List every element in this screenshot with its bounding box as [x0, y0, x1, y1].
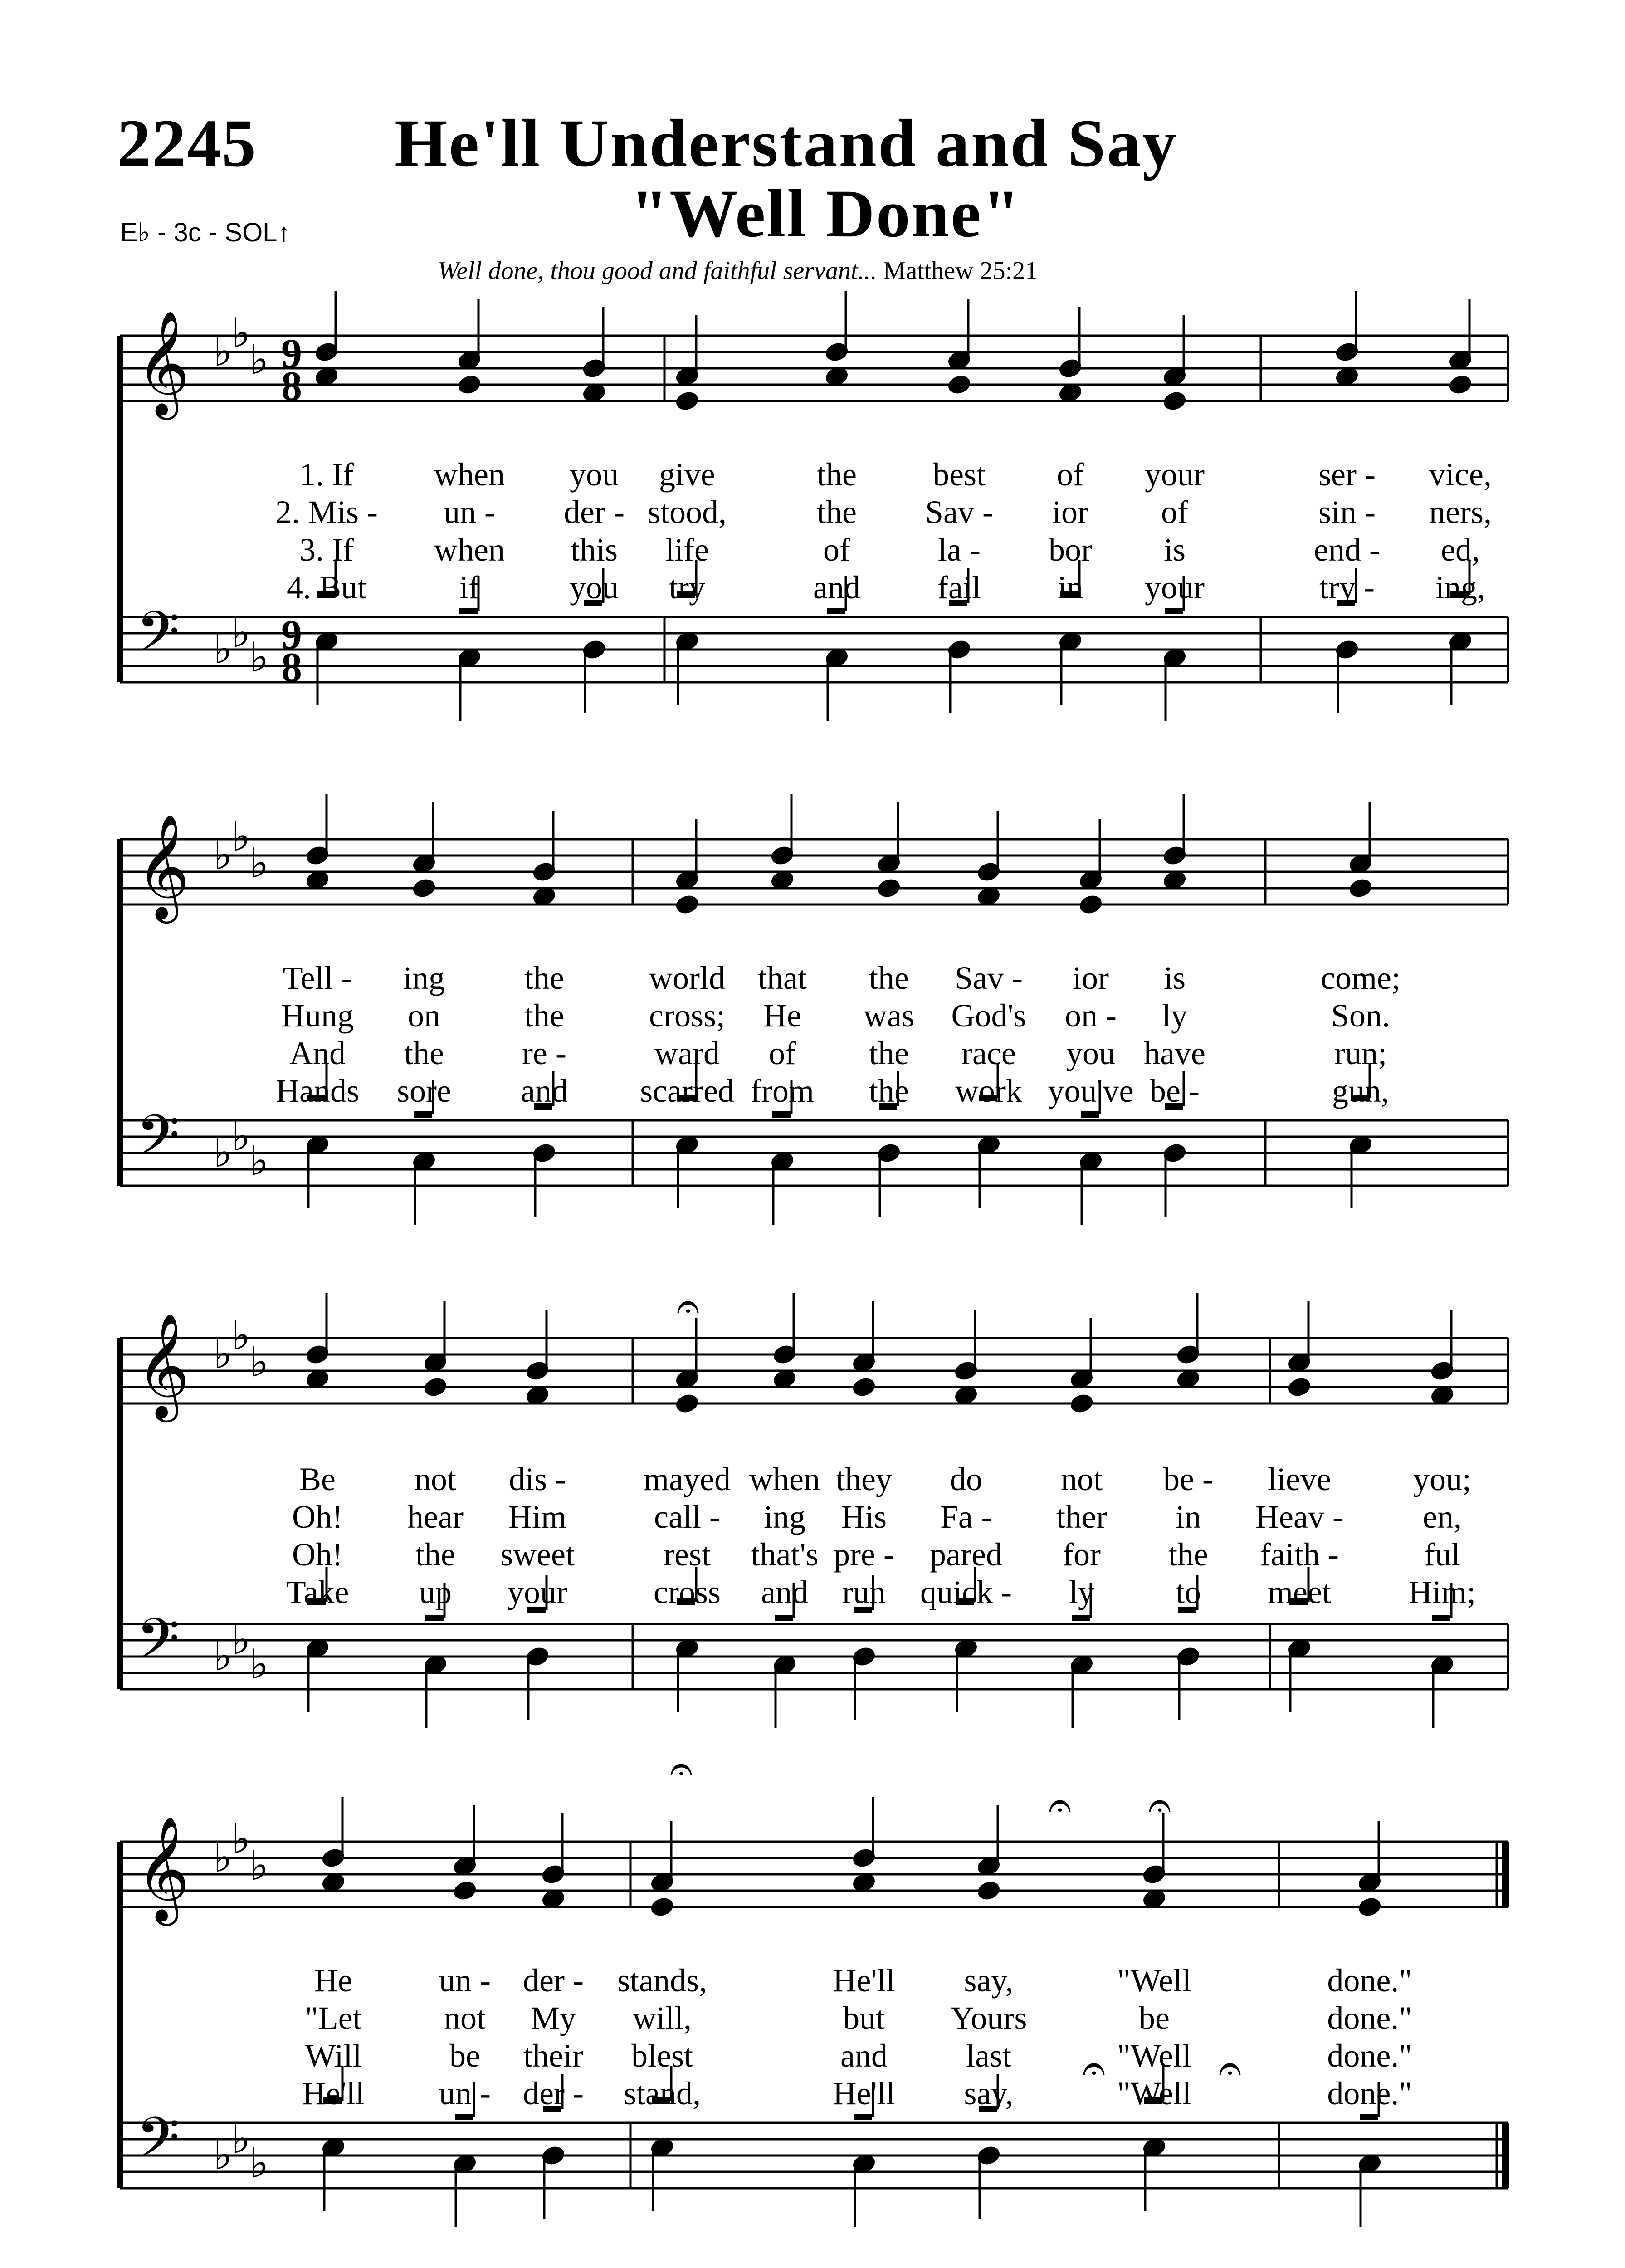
lyric-syllable: be [1139, 2000, 1170, 2036]
lyric-syllable: you've [1048, 1073, 1134, 1109]
system-1-bass-upper-note-head [827, 608, 845, 614]
lyric-syllable: come; [1321, 960, 1401, 996]
system-2-key-signature-flat-icon: ♭ [249, 840, 269, 887]
lyric-syllable: quick - [920, 1574, 1012, 1610]
lyric-syllable: ing, [1435, 569, 1486, 606]
lyric-syllable: say, [964, 1962, 1014, 1999]
system-1-key-signature-flat-icon: ♭ [249, 634, 269, 681]
lyric-syllable: be [449, 2038, 480, 2074]
lyric-syllable: done." [1327, 2000, 1412, 2036]
system-1-bass-upper-note-head [459, 608, 478, 614]
lyric-syllable: un - [439, 2075, 491, 2112]
lyric-syllable: run; [1334, 1035, 1387, 1071]
lyric-syllable: stand, [624, 2075, 701, 2112]
system-2-bass-upper-note-head [772, 1111, 791, 1118]
lyric-syllable: 2. Mis - [275, 494, 378, 530]
lyric-syllable: will, [632, 2000, 692, 2036]
lyric-syllable: He'll [833, 2075, 895, 2112]
system-2-bass-clef-icon: 𝄢 [136, 1103, 180, 1182]
system-3-bass-upper-note-head [1072, 1615, 1090, 1621]
lyric-syllable: on [408, 997, 440, 1034]
lyric-syllable: ser - [1318, 456, 1376, 493]
lyric-syllable: ward [654, 1035, 720, 1071]
lyric-syllable: the [1168, 1536, 1208, 1573]
fermata-icon: 𝄐 [1148, 1781, 1171, 1829]
lyric-syllable: scarred [640, 1073, 734, 1109]
system-3-key-signature-flat-icon: ♭ [249, 1641, 269, 1688]
lyric-syllable: this [570, 532, 618, 568]
lyric-syllable: ly [1161, 997, 1188, 1034]
lyric-syllable: He [314, 1962, 352, 1999]
lyric-syllable: the [524, 960, 564, 996]
system-4-bass-upper-note-head [854, 2114, 872, 2120]
system-3-key-signature-flat-icon: ♭ [249, 1339, 269, 1386]
lyric-syllable: the [415, 1536, 455, 1573]
lyric-syllable: the [817, 456, 857, 493]
lyric-syllable: "Well [1117, 2075, 1191, 2112]
lyric-syllable: of [769, 1035, 796, 1071]
lyric-syllable: on - [1065, 997, 1117, 1034]
lyric-syllable: ners, [1429, 494, 1492, 530]
lyric-syllable: you [570, 456, 619, 493]
hymn-title-line-1: He'll Understand and Say [395, 106, 1178, 181]
system-1-treble-clef-icon: 𝄞 [136, 310, 190, 415]
system-4-treble-note-head [977, 1880, 1000, 1901]
fermata-icon: 𝄐 [677, 1282, 700, 1330]
lyric-syllable: dis - [509, 1461, 566, 1497]
lyric-syllable: was [864, 997, 914, 1034]
system-4-key-signature-flat-icon: ♭ [249, 1842, 269, 1890]
lyric-syllable: Will [305, 2038, 362, 2074]
lyric-syllable: gun, [1332, 1073, 1389, 1109]
system-2-treble-note-head [877, 878, 901, 898]
lyric-syllable: Hands [276, 1073, 359, 1109]
system-3-key-signature-flat-icon: ♭ [213, 1633, 233, 1680]
lyric-syllable: when [434, 456, 505, 493]
lyric-syllable: My [530, 2000, 576, 2036]
lyric-syllable: un - [444, 494, 495, 530]
lyric-syllable: ed, [1441, 532, 1480, 568]
lyric-syllable: faith - [1260, 1536, 1339, 1573]
system-1-time-signature-top: 9 [281, 330, 302, 376]
lyric-syllable: your [508, 1574, 567, 1610]
lyric-syllable: And [289, 1035, 346, 1071]
lyric-syllable: fail [937, 569, 981, 606]
system-2-key-signature-flat-icon: ♭ [213, 831, 233, 879]
lyric-syllable: Be [299, 1461, 336, 1497]
lyric-syllable: the [869, 960, 909, 996]
system-4-key-signature-flat-icon: ♭ [249, 2140, 269, 2187]
lyric-syllable: done." [1327, 1962, 1412, 1999]
fermata-icon: 𝄐 [1219, 2044, 1242, 2092]
hymn-number: 2245 [117, 106, 257, 181]
system-2-key-signature-flat-icon: ♭ [231, 1113, 251, 1160]
system-2-bass-upper-note-head [1081, 1111, 1099, 1118]
lyric-syllable: in [1175, 1499, 1201, 1535]
lyric-syllable: la - [938, 532, 981, 568]
lyric-syllable: done." [1327, 2038, 1412, 2074]
lyric-syllable: the [869, 1035, 909, 1071]
system-4-bass-clef-icon: 𝄢 [136, 2106, 180, 2185]
lyric-syllable: do [950, 1461, 982, 1497]
lyric-syllable: hear [407, 1499, 464, 1535]
lyric-syllable: have [1144, 1035, 1205, 1071]
lyric-syllable: God's [951, 997, 1026, 1034]
system-3-key-signature-flat-icon: ♭ [231, 1312, 251, 1359]
lyric-syllable: not [444, 2000, 486, 2036]
lyric-syllable: of [1161, 494, 1188, 530]
lyric-syllable: ing [763, 1499, 806, 1535]
lyric-syllable: be - [1150, 1073, 1200, 1109]
lyric-syllable: Heav - [1255, 1499, 1343, 1535]
system-2-treble-note-head [1349, 878, 1372, 898]
lyric-syllable: of [1057, 456, 1084, 493]
system-3-bass-upper-note-head [425, 1615, 444, 1621]
lyric-syllable: if [459, 569, 479, 606]
system-2-key-signature-flat-icon: ♭ [231, 813, 251, 860]
system-3-bass-upper-note-head [1432, 1615, 1450, 1621]
lyric-syllable: the [817, 494, 857, 530]
lyric-syllable: give [659, 456, 715, 493]
lyric-syllable: say, [964, 2075, 1014, 2112]
lyric-syllable: He [763, 997, 801, 1034]
hymn-title-line-2: "Well Done" [630, 176, 1022, 251]
system-4-bass-upper-note-head [455, 2114, 473, 2120]
lyric-syllable: up [419, 1574, 452, 1610]
lyric-syllable: pared [930, 1536, 1002, 1573]
lyric-syllable: der - [564, 494, 625, 530]
lyric-syllable: best [933, 456, 986, 493]
fermata-icon: 𝄐 [670, 1745, 693, 1793]
lyric-syllable: and [521, 1073, 568, 1109]
lyric-syllable: you; [1413, 1461, 1472, 1497]
lyric-syllable: 3. If [299, 532, 354, 568]
system-1-treble-note-head [1163, 391, 1186, 411]
lyric-syllable: bor [1049, 532, 1092, 568]
lyric-syllable: der - [523, 1962, 584, 1999]
lyric-syllable: Tell - [283, 960, 352, 996]
key-info: E♭ - 3c - SOL↑ [120, 218, 291, 247]
system-4-key-signature-flat-icon: ♭ [213, 1834, 233, 1882]
lyric-syllable: en, [1423, 1499, 1462, 1535]
lyric-syllable: stood, [647, 494, 727, 530]
system-4-treble-note-head [650, 1897, 674, 1917]
lyric-syllable: He'll [833, 1962, 895, 1999]
lyric-syllable: lieve [1268, 1461, 1331, 1497]
system-1-key-signature-flat-icon: ♭ [231, 309, 251, 357]
lyric-syllable: life [665, 532, 709, 568]
lyric-syllable: 1. If [299, 456, 354, 493]
lyric-syllable: world [649, 960, 725, 996]
system-4-bass-upper-note-head [1360, 2114, 1378, 2120]
lyric-syllable: the [524, 997, 564, 1034]
lyric-syllable: you [1066, 1035, 1115, 1071]
lyric-syllable: your [1145, 569, 1205, 606]
lyric-syllable: but [843, 2000, 885, 2036]
system-1-bass-upper-note-head [1165, 608, 1183, 614]
system-4-key-signature-flat-icon: ♭ [231, 1815, 251, 1863]
lyric-syllable: call - [654, 1499, 720, 1535]
system-3-treble-note-head [852, 1377, 876, 1397]
lyric-syllable: cross; [649, 997, 725, 1034]
lyric-syllable: Oh! [292, 1536, 343, 1573]
lyric-syllable: they [836, 1461, 892, 1497]
system-4-treble-note-head [453, 1880, 477, 1901]
system-2-key-signature-flat-icon: ♭ [213, 1129, 233, 1177]
lyric-syllable: ly [1069, 1574, 1095, 1610]
lyric-syllable: der - [523, 2075, 584, 2112]
lyric-syllable: not [1060, 1461, 1103, 1497]
system-2-treble-note-head [675, 894, 699, 914]
lyric-syllable: cross [654, 1574, 721, 1610]
system-1-treble-note-head [1449, 374, 1472, 395]
system-1-key-signature-flat-icon: ♭ [249, 336, 269, 384]
lyric-syllable: rest [664, 1536, 711, 1573]
lyric-syllable: Him; [1408, 1574, 1476, 1610]
system-2-bass-upper-note-head [414, 1111, 432, 1118]
system-1-treble-note-head [675, 391, 699, 411]
lyric-syllable: sweet [500, 1536, 575, 1573]
system-4-treble-note-head [1358, 1897, 1381, 1917]
lyric-syllable: mayed [644, 1461, 731, 1497]
lyric-syllable: Oh! [292, 1499, 343, 1535]
system-1-treble-note-head [947, 374, 971, 395]
fermata-icon: 𝄐 [1049, 1781, 1072, 1829]
system-1-time-signature-bottom: 8 [281, 644, 302, 690]
lyric-syllable: in [1057, 569, 1083, 606]
fermata-icon: 𝄐 [1083, 2044, 1106, 2092]
system-3-treble-note-head [1288, 1377, 1311, 1397]
lyric-syllable: Son. [1331, 997, 1391, 1034]
lyric-syllable: try - [1319, 569, 1375, 606]
lyric-syllable: meet [1268, 1574, 1331, 1610]
lyric-syllable: un - [439, 1962, 491, 1999]
lyric-syllable: Sav - [955, 960, 1023, 996]
lyric-syllable: work [955, 1073, 1022, 1109]
lyric-syllable: try [669, 569, 705, 606]
lyric-syllable: 4. But [286, 569, 367, 606]
lyric-syllable: when [749, 1461, 820, 1497]
lyric-syllable: ing [403, 960, 445, 996]
lyric-syllable: Fa - [940, 1499, 992, 1535]
system-1-key-signature-flat-icon: ♭ [213, 328, 233, 376]
lyric-syllable: the [869, 1073, 909, 1109]
lyric-syllable: "Well [1117, 1962, 1191, 1999]
lyric-syllable: "Let [305, 2000, 362, 2036]
lyric-syllable: re - [522, 1035, 566, 1071]
lyric-syllable: Take [286, 1574, 349, 1610]
system-3-treble-note-head [424, 1377, 447, 1397]
lyric-syllable: that's [751, 1536, 819, 1573]
lyric-syllable: and [813, 569, 860, 606]
system-1-key-signature-flat-icon: ♭ [213, 626, 233, 673]
system-1-key-signature-flat-icon: ♭ [231, 609, 251, 657]
lyric-syllable: that [758, 960, 807, 996]
lyric-syllable: the [404, 1035, 444, 1071]
system-3-treble-note-head [675, 1393, 699, 1413]
lyric-syllable: to [1175, 1574, 1201, 1610]
system-1-time-signature-bottom: 8 [281, 363, 302, 409]
lyric-syllable: you [570, 569, 619, 606]
system-3-bass-upper-note-head [775, 1615, 793, 1621]
lyric-syllable: ior [1073, 960, 1109, 996]
lyric-syllable: when [434, 532, 505, 568]
lyric-syllable: stands, [617, 1962, 707, 1999]
system-2-treble-note-head [412, 878, 436, 898]
lyric-syllable: ior [1052, 494, 1088, 530]
system-1-bass-clef-icon: 𝄢 [136, 600, 180, 679]
lyric-syllable: ful [1424, 1536, 1460, 1573]
lyric-syllable: Yours [950, 2000, 1027, 2036]
lyric-syllable: not [414, 1461, 457, 1497]
lyric-syllable: ther [1056, 1499, 1107, 1535]
system-3-treble-note-head [1070, 1393, 1093, 1413]
system-4-treble-clef-icon: 𝄞 [136, 1816, 190, 1921]
lyric-syllable: He'll [302, 2075, 365, 2112]
system-3-key-signature-flat-icon: ♭ [231, 1616, 251, 1664]
lyric-syllable: Him [508, 1499, 567, 1535]
lyric-syllable: their [523, 2038, 583, 2074]
system-1-time-signature-top: 9 [281, 611, 302, 658]
lyric-syllable: His [841, 1499, 887, 1535]
lyric-syllable: from [751, 1073, 814, 1109]
lyric-syllable: be - [1163, 1461, 1213, 1497]
system-1-treble-note-head [458, 374, 481, 395]
lyric-syllable: sin - [1318, 494, 1376, 530]
system-3-treble-clef-icon: 𝄞 [136, 1312, 190, 1418]
system-4-key-signature-flat-icon: ♭ [231, 2115, 251, 2163]
lyric-syllable: your [1145, 456, 1205, 493]
system-4-key-signature-flat-icon: ♭ [213, 2131, 233, 2179]
lyric-syllable: sore [397, 1073, 451, 1109]
epigraph-reference: Matthew 25:21 [883, 257, 1038, 285]
lyric-syllable: of [823, 532, 850, 568]
system-2-key-signature-flat-icon: ♭ [249, 1137, 269, 1185]
system-2-treble-clef-icon: 𝄞 [136, 813, 190, 919]
lyric-syllable: blest [631, 2038, 693, 2074]
lyric-syllable: race [961, 1035, 1016, 1071]
lyric-syllable: Hung [281, 997, 354, 1034]
epigraph-text: Well done, thou good and faithful servant... [438, 257, 877, 285]
lyric-syllable: last [966, 2038, 1011, 2074]
lyric-syllable: and [840, 2038, 888, 2074]
system-3-key-signature-flat-icon: ♭ [213, 1330, 233, 1378]
lyric-syllable: "Well [1117, 2038, 1191, 2074]
lyric-syllable: and [761, 1574, 808, 1610]
system-2-treble-note-head [1079, 894, 1103, 914]
lyric-syllable: pre - [834, 1536, 894, 1573]
system-3-bass-clef-icon: 𝄢 [136, 1607, 180, 1686]
lyric-syllable: vice, [1429, 456, 1492, 493]
lyric-syllable: is [1163, 960, 1186, 996]
lyric-syllable: end - [1314, 532, 1380, 568]
lyric-syllable: done." [1327, 2075, 1412, 2112]
lyric-syllable: for [1063, 1536, 1101, 1573]
lyric-syllable: Sav - [925, 494, 993, 530]
lyric-syllable: run [842, 1574, 886, 1610]
lyric-syllable: is [1163, 532, 1186, 568]
